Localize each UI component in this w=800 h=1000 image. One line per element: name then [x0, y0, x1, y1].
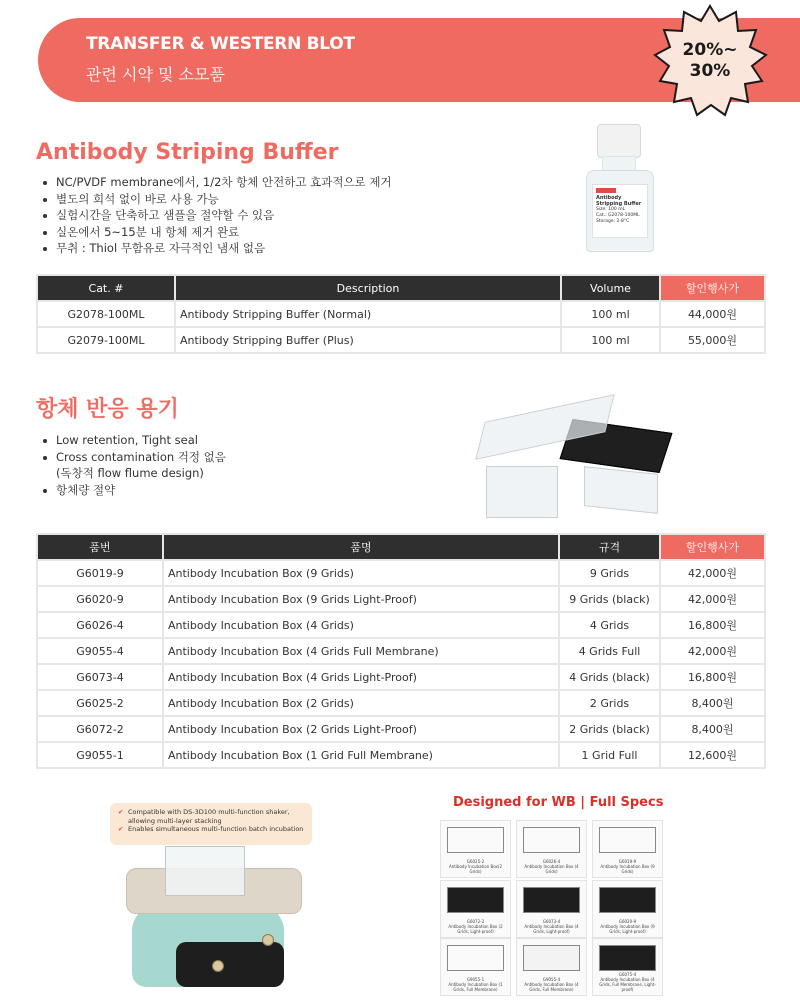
- shaker-knob: [212, 960, 224, 972]
- table-row: [38, 561, 764, 585]
- column-header-part-no: 품번: [38, 535, 162, 559]
- thumb-g6026-4: [516, 820, 587, 878]
- cell-name: Antibody Incubation Box (1 Grid Full Membrane): [164, 743, 558, 767]
- cell-part-no: G9055-4: [38, 639, 162, 663]
- cell-part-no: G6019-9: [38, 561, 162, 585]
- badge-line-2: 30%: [689, 61, 731, 81]
- table-header-row: [38, 276, 764, 300]
- notice-item: ✔ Compatible with DS-3D100 multi-function shaker, allowing multi-layer stacking: [118, 808, 304, 825]
- brand-logo: [596, 188, 616, 193]
- shaker-control-panel: [176, 942, 284, 987]
- cell-volume: 100 ml: [562, 328, 659, 352]
- thumb-caption: [443, 859, 508, 874]
- thumb-caption: [519, 919, 584, 934]
- table-row: [38, 639, 764, 663]
- banner-title: TRANSFER & WESTERN BLOT: [86, 34, 355, 54]
- bottle-label-size: Size: 100 mL: [596, 207, 626, 212]
- cell-part-no: G6072-2: [38, 717, 162, 741]
- incubation-box-table: [36, 533, 766, 769]
- clear-box-thumb: [523, 827, 580, 853]
- cell-name: Antibody Incubation Box (9 Grids): [164, 561, 558, 585]
- clear-box-thumb: [523, 945, 580, 971]
- feature-item: Cross contamination 걱정 없음: [40, 449, 226, 466]
- feature-item: 실온에서 5~15분 내 항체 제거 완료: [40, 224, 392, 241]
- thumb-code: G6072-2: [466, 919, 485, 924]
- feature-item: Low retention, Tight seal: [40, 432, 226, 449]
- table-row: [38, 717, 764, 741]
- clear-box-medium: [584, 466, 658, 514]
- section-title-stripping-buffer: Antibody Striping Buffer: [36, 140, 339, 165]
- cell-price: 8,400원: [661, 691, 764, 715]
- cell-spec: 9 Grids (black): [560, 587, 659, 611]
- cell-price: 44,000원: [661, 302, 764, 326]
- thumb-g6020-9: [592, 880, 663, 938]
- thumb-caption: [519, 859, 584, 874]
- cell-name: Antibody Incubation Box (4 Grids Full Membrane): [164, 639, 558, 663]
- thumb-code: G6020-9: [618, 919, 637, 924]
- thumb-text: Antibody Incubation Box(2 Grids): [448, 864, 503, 874]
- shaker-knob: [262, 934, 274, 946]
- cell-price: 12,600원: [661, 743, 764, 767]
- cell-name: Antibody Incubation Box (4 Grids): [164, 613, 558, 637]
- cell-description: Antibody Stripping Buffer (Plus): [176, 328, 560, 352]
- feature-item: 실험시간을 단축하고 샘플을 절약할 수 있음: [40, 207, 392, 224]
- table-row: [38, 613, 764, 637]
- cell-description: Antibody Stripping Buffer (Normal): [176, 302, 560, 326]
- thumb-g6025-2: [440, 820, 511, 878]
- discount-badge-text: [650, 40, 770, 82]
- bottle-label-cat: Cat.: G2078-100ML: [596, 213, 640, 218]
- column-header-price: 할인행사가: [661, 276, 764, 300]
- thumb-g9055-4: [516, 938, 587, 996]
- bottle-label: [592, 184, 648, 238]
- bottle-label-name: Antibody Stripping Buffer: [596, 195, 642, 207]
- thumb-code: G6026-4: [542, 859, 561, 864]
- cell-volume: 100 ml: [562, 302, 659, 326]
- cell-part-no: G6026-4: [38, 613, 162, 637]
- table-row: [38, 302, 764, 326]
- table-row: [38, 328, 764, 352]
- thumb-caption: [595, 919, 660, 934]
- feature-item: NC/PVDF membrane에서, 1/2차 항체 안전하고 효과적으로 제거: [40, 174, 392, 191]
- cell-part-no: G6020-9: [38, 587, 162, 611]
- cell-spec: 9 Grids: [560, 561, 659, 585]
- clear-box-small: [486, 466, 558, 518]
- cell-price: 16,800원: [661, 613, 764, 637]
- table-row: [38, 587, 764, 611]
- cell-cat: G2079-100ML: [38, 328, 174, 352]
- feature-item-note: (독창적 flow flume design): [56, 466, 204, 480]
- black-box-thumb: [447, 887, 504, 913]
- cell-price: 16,800원: [661, 665, 764, 689]
- cell-spec: 4 Grids Full: [560, 639, 659, 663]
- thumb-g6072-2: [440, 880, 511, 938]
- table-row: [38, 691, 764, 715]
- black-box-thumb: [523, 887, 580, 913]
- cell-name: Antibody Incubation Box (9 Grids Light-Proof): [164, 587, 558, 611]
- cell-spec: 1 Grid Full: [560, 743, 659, 767]
- thumb-g9055-1: [440, 938, 511, 996]
- shaker-incubation-box: [165, 846, 245, 896]
- cell-cat: G2078-100ML: [38, 302, 174, 326]
- badge-line-1: 20%~: [682, 40, 738, 60]
- clear-box-thumb: [599, 827, 656, 853]
- table-header-row: [38, 535, 764, 559]
- cell-part-no: G9055-1: [38, 743, 162, 767]
- thumb-g6075-4: [592, 938, 663, 996]
- thumb-text: Antibody Incubation Box (4 Grids): [524, 864, 579, 874]
- cell-name: Antibody Incubation Box (4 Grids Light-Proof): [164, 665, 558, 689]
- stripping-buffer-table: [36, 274, 766, 354]
- column-header-name: 품명: [164, 535, 558, 559]
- cell-name: Antibody Incubation Box (2 Grids Light-Proof): [164, 717, 558, 741]
- stripping-buffer-features: [40, 174, 392, 257]
- thumb-code: G9055-1: [466, 977, 485, 982]
- bottle-cap: [597, 124, 641, 158]
- clear-box-thumb: [447, 827, 504, 853]
- table-row: [38, 743, 764, 767]
- cell-part-no: G6073-4: [38, 665, 162, 689]
- cell-spec: 2 Grids: [560, 691, 659, 715]
- thumb-code: G6075-4: [618, 972, 637, 977]
- black-box-thumb: [599, 945, 656, 971]
- clear-box-thumb: [447, 945, 504, 971]
- column-header-spec: 규격: [560, 535, 659, 559]
- feature-item: 무취 : Thiol 무함유로 자극적인 냄새 없음: [40, 240, 392, 257]
- thumb-text: Antibody Incubation Box (9 Grids): [600, 864, 655, 874]
- table-row: [38, 665, 764, 689]
- thumb-g6019-9: [592, 820, 663, 878]
- cell-price: 42,000원: [661, 639, 764, 663]
- section-title-incubation-box: 항체 반응 용기: [36, 397, 179, 422]
- thumb-code: G9055-4: [542, 977, 561, 982]
- wb-specs-heading: Designed for WB | Full Specs: [453, 795, 664, 810]
- cell-name: Antibody Incubation Box (2 Grids): [164, 691, 558, 715]
- thumb-code: G6025-2: [466, 859, 485, 864]
- thumb-text: Antibody Incubation Box (4 Grids, Full Membrane): [524, 982, 579, 992]
- thumb-text: Antibody Incubation Box (2 Grids, Light-proof): [448, 924, 503, 934]
- cell-price: 8,400원: [661, 717, 764, 741]
- cell-price: 42,000원: [661, 561, 764, 585]
- thumb-text: Antibody Incubation Box (1 Grids, Full Membrane): [448, 982, 503, 992]
- thumb-text: Antibody Incubation Box (4 Grids, Full Membrane, Light-proof): [599, 977, 656, 992]
- cell-spec: 2 Grids (black): [560, 717, 659, 741]
- cell-spec: 4 Grids: [560, 613, 659, 637]
- cell-part-no: G6025-2: [38, 691, 162, 715]
- cell-spec: 4 Grids (black): [560, 665, 659, 689]
- compatibility-notice: [110, 803, 312, 845]
- column-header-volume: Volume: [562, 276, 659, 300]
- bottle-label-storage: Storage: 2-8°C: [596, 219, 630, 224]
- column-header-cat: Cat. #: [38, 276, 174, 300]
- notice-item: ✔ Enables simultaneous multi-function batch incubation: [118, 825, 304, 834]
- column-header-price: 할인행사가: [661, 535, 764, 559]
- thumb-caption: [443, 919, 508, 934]
- thumb-g6073-4: [516, 880, 587, 938]
- thumb-caption: [595, 859, 660, 874]
- column-header-description: Description: [176, 276, 560, 300]
- black-box-thumb: [599, 887, 656, 913]
- thumb-code: G6019-9: [618, 859, 637, 864]
- thumb-caption: [595, 972, 660, 992]
- cell-price: 55,000원: [661, 328, 764, 352]
- thumb-text: Antibody Incubation Box (9 Grids, Light-proof): [600, 924, 655, 934]
- thumb-caption: [443, 977, 508, 992]
- feature-item: 별도의 희석 없이 바로 사용 가능: [40, 191, 392, 208]
- incubation-box-features: [40, 432, 226, 498]
- cell-price: 42,000원: [661, 587, 764, 611]
- banner-subtitle: 관련 시약 및 소모품: [86, 65, 225, 84]
- thumb-caption: [519, 977, 584, 992]
- feature-item: 항체량 절약: [40, 482, 226, 499]
- thumb-text: Antibody Incubation Box (4 Grids, Light-proof): [524, 924, 579, 934]
- thumb-code: G6073-4: [542, 919, 561, 924]
